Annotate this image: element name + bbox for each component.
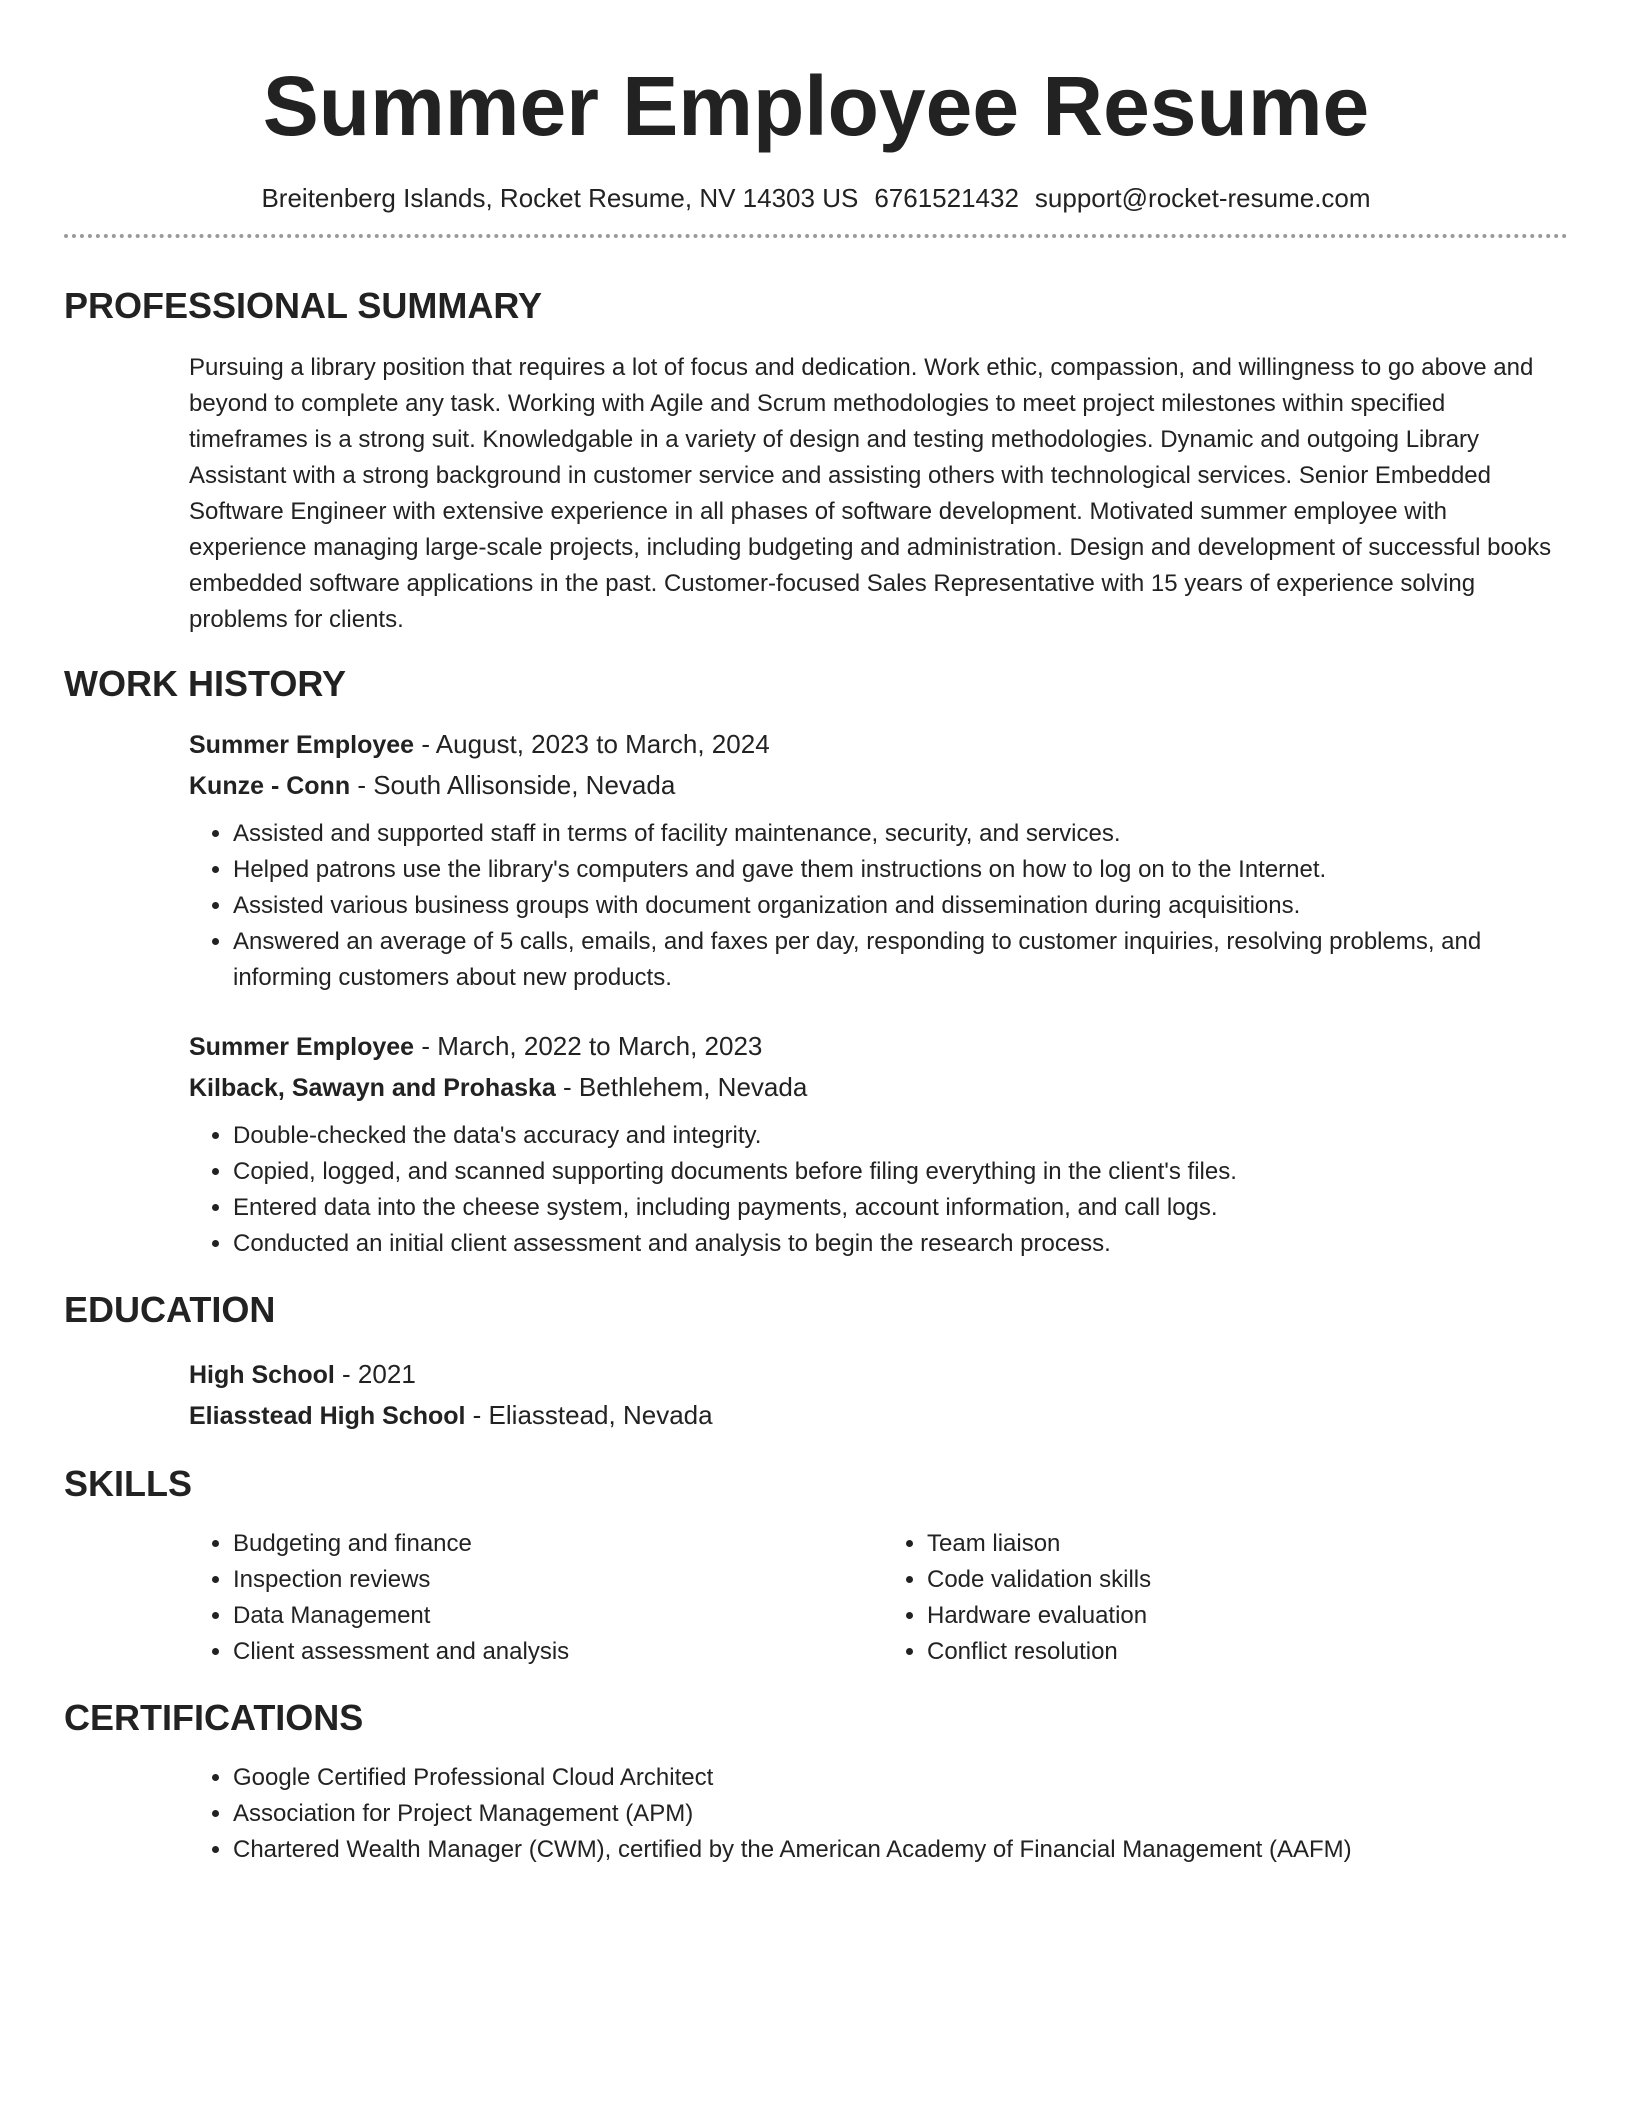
- education-entry: [189, 1354, 1568, 1436]
- section-title-certifications: CERTIFICATIONS: [64, 1697, 364, 1738]
- skills-column-right: [883, 1526, 1527, 1670]
- job-role-line: [189, 724, 1568, 765]
- summary-text: Pursuing a library position that requires a lot of focus and dedication. Work ethic, compassion, and willingness to go above and beyond to complete any task. Working with Agile and Scrum methodologies to meet project milestones within specified timeframes is a strong suit. Knowledgable in a variety of design and testing methodologies. Dynamic and outgoing Library Assistant with a strong background in customer service and assisting others with technological services. Senior Embedded Software Engineer with extensive experience in all phases of software development. Motivated summer employee with experience managing large-scale projects, including budgeting and administration. Design and development of successful books embedded software applications in the past. Customer-focused Sales Representative with 15 years of experience solving problems for clients.: [189, 354, 1552, 633]
- job-role: Summer Employee: [189, 1033, 415, 1061]
- job-bullet: • Conducted an initial client assessment and analysis to begin the research process.: [233, 1226, 1568, 1262]
- resume-title: Summer Employee Resume: [262, 59, 1370, 153]
- header-divider: [64, 234, 1568, 238]
- skills-column-left: [189, 1526, 863, 1670]
- education-degree-line: [189, 1354, 1568, 1395]
- skills-grid: [189, 1526, 1568, 1670]
- skill-item: • Conflict resolution: [927, 1634, 1527, 1670]
- skill-item: • Budgeting and finance: [233, 1526, 863, 1562]
- section-title-work-history: WORK HISTORY: [64, 663, 347, 704]
- job-location: - Bethlehem, Nevada: [555, 1072, 808, 1102]
- job-role: Summer Employee: [189, 731, 415, 759]
- certification-item: • Association for Project Management (APM): [233, 1796, 1568, 1832]
- job-bullets: [189, 1118, 1568, 1262]
- certifications-list: [189, 1760, 1568, 1868]
- skill-item: • Client assessment and analysis: [233, 1634, 863, 1670]
- job-company: Kilback, Sawayn and Prohaska: [189, 1074, 556, 1102]
- education-year: - 2021: [334, 1359, 416, 1389]
- job-dates: - August, 2023 to March, 2024: [414, 729, 770, 759]
- education-location: - Eliasstead, Nevada: [465, 1400, 713, 1430]
- job-bullet: • Assisted and supported staff in terms of facility maintenance, security, and services.: [233, 816, 1568, 852]
- contact-phone: 6761521432: [874, 183, 1019, 213]
- certification-item: • Google Certified Professional Cloud Architect: [233, 1760, 1568, 1796]
- job-bullet: • Copied, logged, and scanned supporting documents before filing everything in the client's files.: [233, 1154, 1568, 1190]
- job-company-line: [189, 1067, 1568, 1108]
- job-role-line: [189, 1026, 1568, 1067]
- job-company: Kunze - Conn: [189, 772, 351, 800]
- section-title-summary: PROFESSIONAL SUMMARY: [64, 285, 543, 326]
- job-bullets: [189, 816, 1568, 996]
- skill-item: • Data Management: [233, 1598, 863, 1634]
- contact-email: support@rocket-resume.com: [1034, 183, 1371, 213]
- skill-item: • Team liaison: [927, 1526, 1527, 1562]
- job-bullet: • Double-checked the data's accuracy and integrity.: [233, 1118, 1568, 1154]
- section-title-education: EDUCATION: [64, 1289, 276, 1330]
- job-company-line: [189, 765, 1568, 806]
- job-entry: [189, 724, 1568, 996]
- certification-item: • Chartered Wealth Manager (CWM), certified by the American Academy of Financial Management (AAFM): [233, 1832, 1568, 1868]
- job-dates: - March, 2022 to March, 2023: [414, 1031, 763, 1061]
- job-bullet: • Entered data into the cheese system, including payments, account information, and call logs.: [233, 1190, 1568, 1226]
- job-bullet: • Answered an average of 5 calls, emails, and faxes per day, responding to customer inquiries, resolving problems, and informing customers about new products.: [233, 924, 1568, 996]
- education-school: Eliasstead High School: [189, 1402, 466, 1430]
- job-entry: [189, 1026, 1568, 1262]
- job-bullet: • Helped patrons use the library's computers and gave them instructions on how to log on to the Internet.: [233, 852, 1568, 888]
- job-bullet: • Assisted various business groups with document organization and dissemination during acquisitions.: [233, 888, 1568, 924]
- contact-line: [64, 182, 1568, 214]
- skill-item: • Hardware evaluation: [927, 1598, 1527, 1634]
- education-school-line: [189, 1395, 1568, 1436]
- contact-address: Breitenberg Islands, Rocket Resume, NV 14303 US: [261, 183, 859, 213]
- section-title-skills: SKILLS: [64, 1463, 193, 1504]
- job-location: - South Allisonside, Nevada: [350, 770, 676, 800]
- skill-item: • Inspection reviews: [233, 1562, 863, 1598]
- education-degree: High School: [189, 1361, 335, 1389]
- skill-item: • Code validation skills: [927, 1562, 1527, 1598]
